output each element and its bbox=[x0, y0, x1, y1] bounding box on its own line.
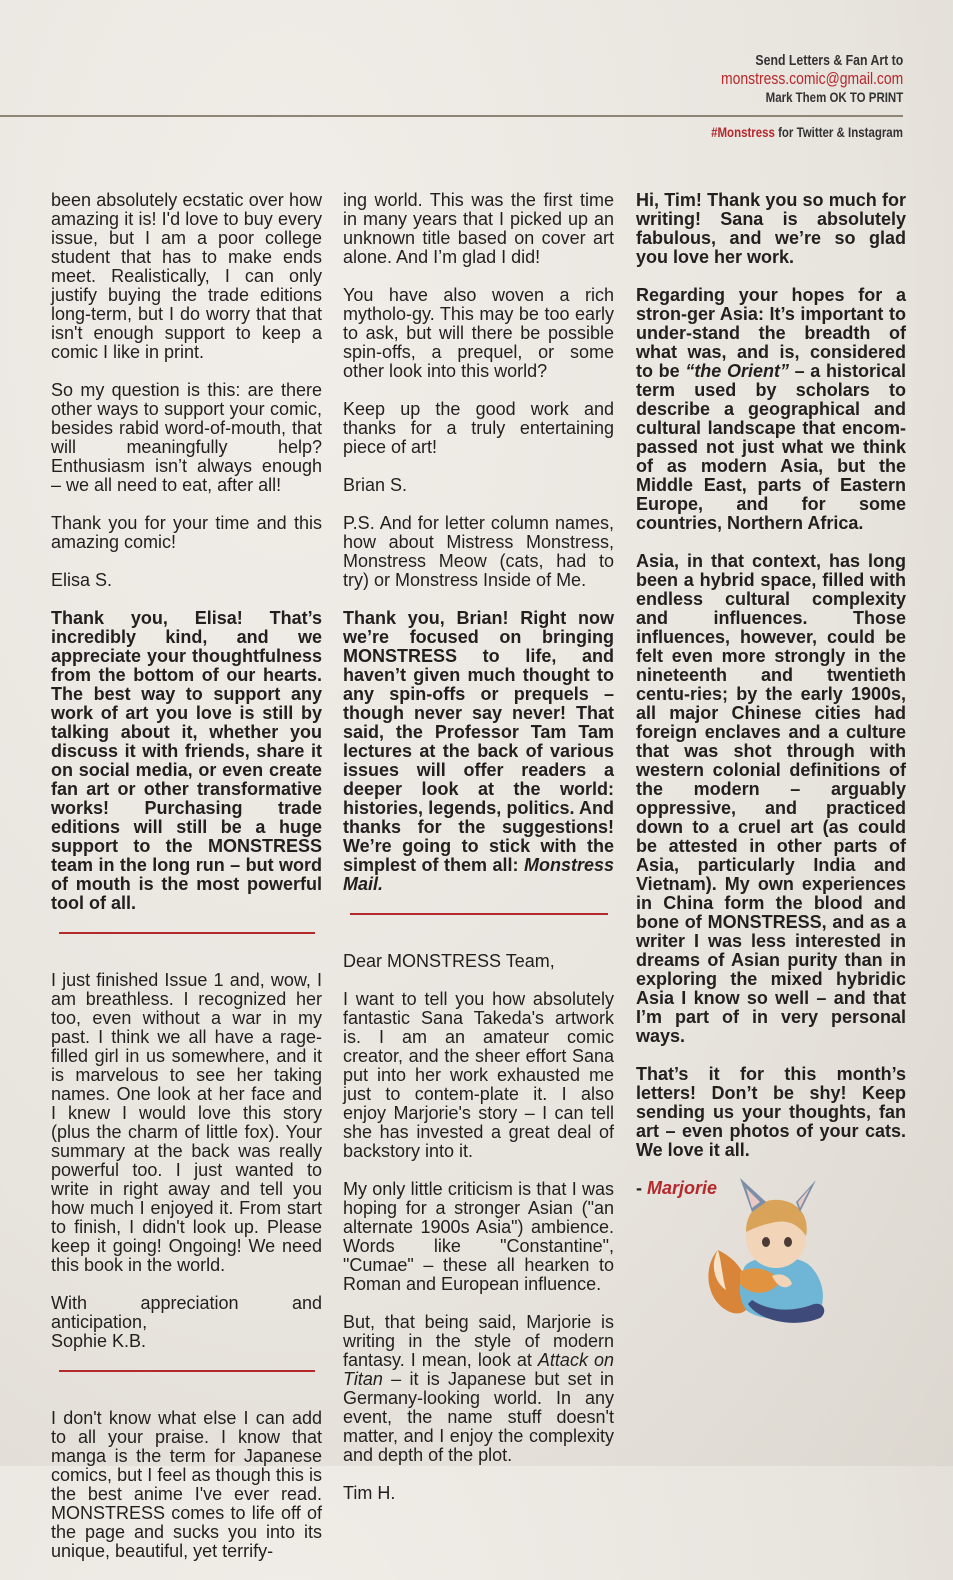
header-divider bbox=[0, 115, 903, 117]
social-suffix: for Twitter & Instagram bbox=[775, 124, 903, 140]
reply-paragraph bbox=[343, 609, 614, 894]
letter-paragraph: I want to tell you how absolutely fantastic Sana Takeda's artwork is. I am an amateur comic creator, and the sheer effort Sana put into her work exhausted me just to contem-plate it. I also enjoy Marjorie's story – I can tell she has invested a great deal of backstory into it. bbox=[343, 989, 614, 1161]
column-2 bbox=[343, 191, 614, 1522]
title-reference: Attack on Titan bbox=[343, 1350, 614, 1389]
letter-closing bbox=[51, 1294, 322, 1351]
column-3 bbox=[636, 191, 906, 1217]
letter-salutation: Dear MONSTRESS Team, bbox=[343, 951, 555, 971]
reply-paragraph bbox=[636, 286, 906, 533]
letter-divider bbox=[59, 1370, 315, 1372]
reply-text: Thank you, Brian! Right now we’re focused on bringing MONSTRESS to life, and haven’t given much thought to any spin-offs or prequels – though never say never! That said, the Professor Tam Tam lectures at the back of various issues will offer readers a deeper look at the world: histories, legends, politics. And thanks for the suggestions! We’re going to stick with the simplest of them all: bbox=[343, 608, 614, 875]
editor-signature: Marjorie bbox=[647, 1178, 718, 1198]
letter-signature: Sophie K.B. bbox=[51, 1331, 147, 1351]
reply-paragraph: That’s it for this month’s letters! Don’t be shy! Keep sending us your thoughts, fan art – even photos of your cats. We love it all. bbox=[636, 1064, 906, 1160]
letter-paragraph: My only little criticism is that I was hoping for a stronger Asian ("an alternate 1900s Asia") ambience. Words like "Constantine", "Cumae" – these all hearken to Roman and European influence. bbox=[343, 1179, 614, 1294]
mark-ok-label: Mark Them OK TO PRINT bbox=[765, 89, 903, 105]
reply-paragraph: Hi, Tim! Thank you so much for writing! Sana is absolutely fabulous, and we’re so glad you love her work. bbox=[636, 190, 906, 267]
submission-info bbox=[721, 52, 903, 105]
letter-paragraph: Keep up the good work and thanks for a truly entertaining piece of art! bbox=[343, 399, 614, 457]
letter-paragraph: Thank you for your time and this amazing comic! bbox=[51, 513, 322, 552]
paragraph-text: – it is Japanese but set in Germany-looking world. In any event, the name stuff doesn't matter, and I enjoy the complexity and depth of the plot. bbox=[343, 1369, 614, 1465]
reply-paragraph: Thank you, Elisa! That’s incredibly kind, and we appreciate your thoughtfulness from the bottom of our hearts. The best way to support any work of art you love is still by talking about it, whether you discuss it with friends, share it on social media, or even create fan art or other transformative works! Purchasing trade editions will still be a huge support to the MONSTRESS team in the long run – but word of mouth is the most powerful tool of all. bbox=[51, 608, 322, 913]
letter-paragraph: I don't know what else I can add to all your praise. I know that manga is the term for Japanese comics, but I feel as though this is the best anime I've ever read. MONSTRESS comes to life off of the page and sucks you into its unique, beautiful, yet terrify- bbox=[51, 1408, 322, 1561]
letter-paragraph: P.S. And for letter column names, how about Mistress Monstress, Monstress Meow (cats, had to try) or Monstress Inside of Me. bbox=[343, 513, 614, 590]
reply-paragraph: Asia, in that context, has long been a hybrid space, filled with endless cultural complexity and influences. Those influences, however, could be felt even more strongly in the nineteenth and twentieth centu-ries; by the early 1900s, all major Chinese cities had foreign enclaves and a culture that was shot through with western colonial definitions of the modern – arguably oppressive, and practiced down to a cruel art (as could be attested in other parts of Asia, particularly India and Vietnam). My own experiences in China form the blood and bone of MONSTRESS, and as a writer I was less interested in dreams of Asian purity than in exploring the mixed hybridic Asia I know so well – and that I’m part of in very personal ways. bbox=[636, 551, 906, 1046]
email-link[interactable]: monstress.comic@gmail.com bbox=[720, 69, 903, 88]
letter-paragraph: You have also woven a rich mytholo-gy. This may be too early to ask, but will there be possible spin-offs, a prequel, or some other look into this world? bbox=[343, 285, 614, 381]
paragraph-text: Regarding your hopes for a stron-ger Asia: It’s important to under-stand the breadth of what was, and is, considered to be bbox=[636, 285, 906, 381]
paragraph-text: – a historical term used by scholars to describe a geographical and cultural landscape that encom-passed not just what we think of as modern Asia, but the Middle East, parts of Eastern Europe, and for some countries, Northern Africa. bbox=[636, 361, 906, 533]
column-title: Monstress Mail. bbox=[343, 855, 614, 894]
social-line bbox=[711, 124, 903, 140]
letter-divider bbox=[350, 913, 608, 915]
quoted-term: “the Orient” bbox=[685, 361, 789, 381]
letter-paragraph: ing world. This was the first time in many years that I picked up an unknown title based on cover art alone. And I’m glad I did! bbox=[343, 190, 614, 267]
letter-paragraph: been absolutely ecstatic over how amazing it is! I'd love to buy every issue, but I am a poor college student that has to make ends meet. Realistically, I can only justify buying the trade editions long-term, but I do worry that that isn't enough support to keep a comic I like in print. bbox=[51, 190, 322, 362]
letter-signature: Brian S. bbox=[343, 475, 408, 495]
paragraph-text: But, that being said, Marjorie is writing in the style of modern fantasy. I mean, look at bbox=[343, 1312, 614, 1370]
fox-girl-illustration bbox=[700, 1172, 846, 1330]
signoff-dash: - bbox=[636, 1178, 647, 1198]
letter-paragraph: I just finished Issue 1 and, wow, I am breathless. I recognized her too, even without a war in my past. I think we all have a rage-filled girl in us somewhere, and it is marvelous to see her taking names. One look at her face and I knew I would love this story (plus the charm of little fox). Your summary at the back was really powerful too. I just wanted to write in right away and tell you how much I enjoyed it. From start to finish, I didn't look up. Please keep it going! Ongoing! We need this book in the world. bbox=[51, 970, 322, 1275]
letter-divider bbox=[59, 932, 315, 934]
hashtag[interactable]: #Monstress bbox=[711, 124, 776, 140]
closing-line: With appreciation and anticipation, bbox=[51, 1293, 322, 1332]
letter-paragraph: So my question is this: are there other ways to support your comic, besides rabid word-of-mouth, that will meaningfully help? Enthusiasm isn’t always enough – we all need to eat, after all! bbox=[51, 380, 322, 495]
letter-signature: Tim H. bbox=[343, 1483, 396, 1503]
column-1 bbox=[51, 191, 322, 1580]
letter-paragraph bbox=[343, 1313, 614, 1465]
letter-signature: Elisa S. bbox=[51, 570, 113, 590]
send-letters-label: Send Letters & Fan Art to bbox=[755, 52, 903, 69]
